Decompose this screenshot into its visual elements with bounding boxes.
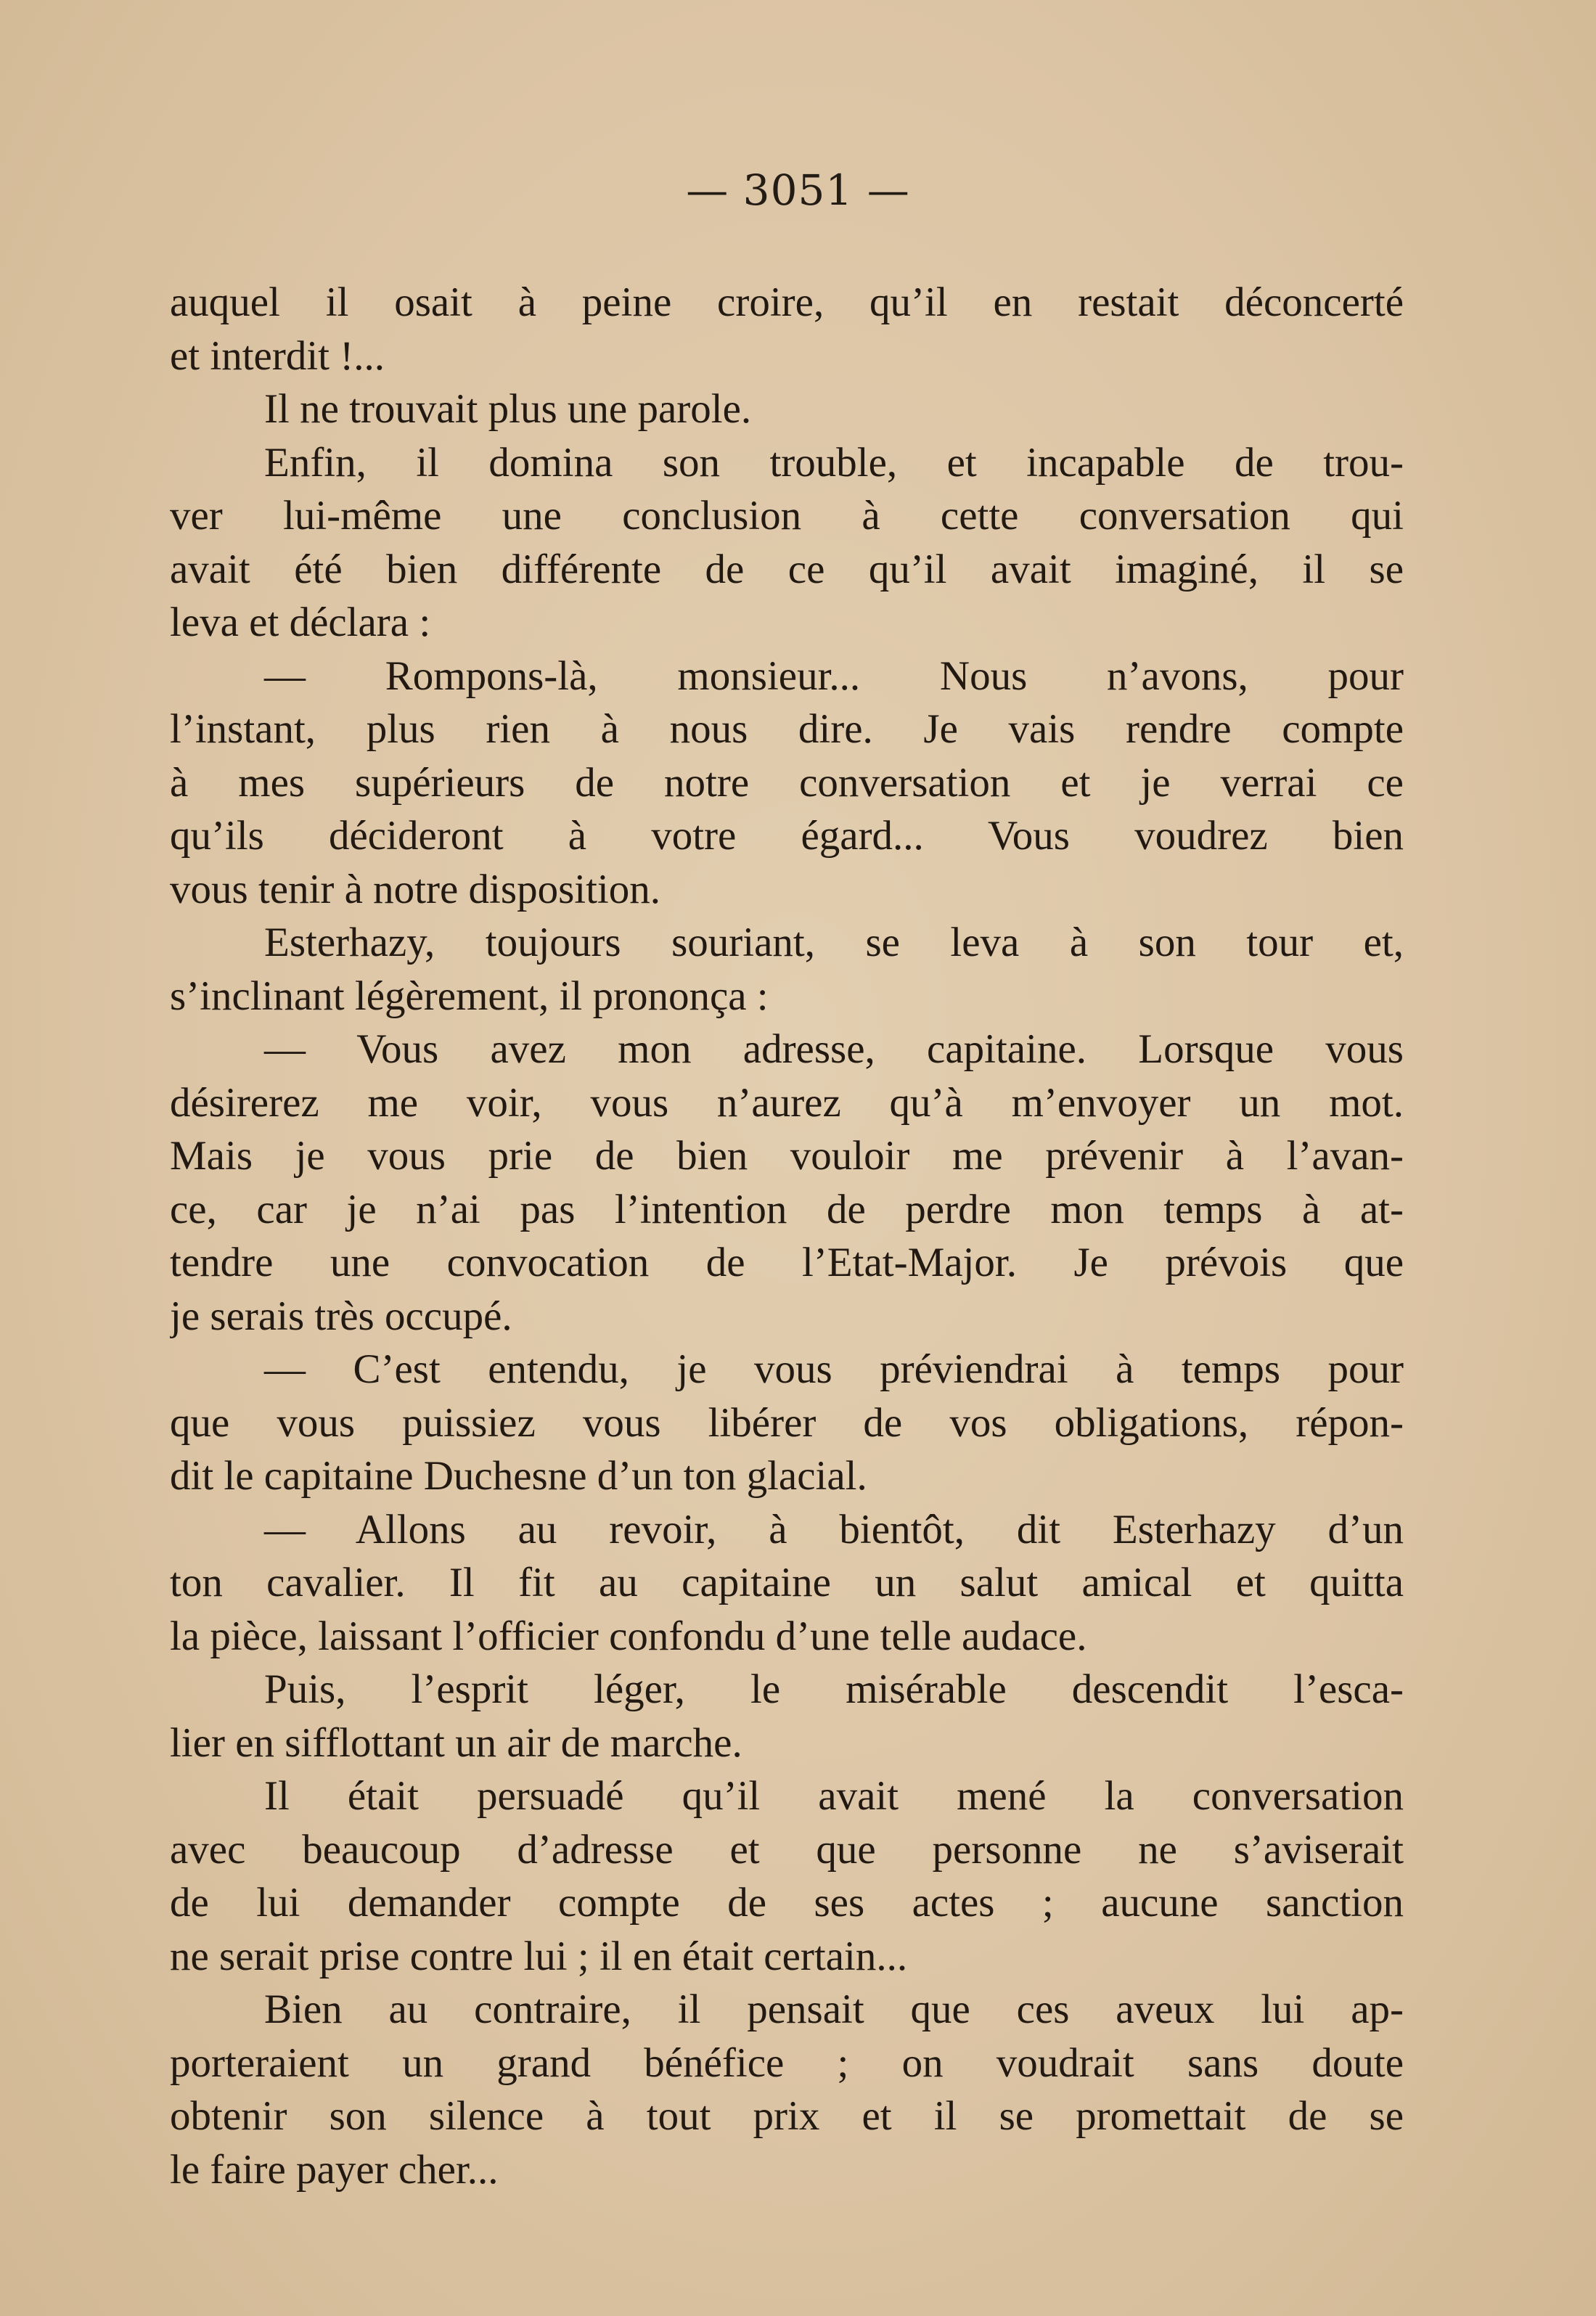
text-line: porteraient un grand bénéfice ; on voudrait sans doute (170, 2039, 1404, 2086)
text-line: avec beaucoup d’adresse et que personne ne s’aviserait (170, 1826, 1404, 1873)
text-line: je serais très occupé. (170, 1293, 512, 1339)
text-line: Il ne trouvait plus une parole. (264, 386, 752, 432)
text-line: Enfin, il domina son trouble, et incapable de trou- (264, 439, 1404, 486)
text-line: Esterhazy, toujours souriant, se leva à son tour et, (264, 920, 1404, 965)
page-number: — 3051 — (686, 165, 910, 215)
text-line: ce, car je n’ai pas l’intention de perdre mon temps à at- (170, 1186, 1404, 1232)
body-text (170, 276, 1404, 2196)
text-line: leva et déclara : (170, 600, 431, 645)
text-line: vous tenir à notre disposition. (170, 866, 661, 912)
text-line: l’instant, plus rien à nous dire. Je vais rendre compte (170, 706, 1404, 752)
text-line: désirerez me voir, vous n’aurez qu’à m’envoyer un mot. (170, 1079, 1404, 1126)
text-line: et interdit !... (170, 332, 385, 379)
text-line: qu’ils décideront à votre égard... Vous voudrez bien (170, 813, 1404, 859)
text-line: avait été bien différente de ce qu’il avait imaginé, il se (170, 546, 1404, 592)
text-line: Mais je vous prie de bien vouloir me prévenir à l’avan- (170, 1133, 1404, 1179)
text-line: s’inclinant légèrement, il prononça : (170, 973, 769, 1019)
text-line: ton cavalier. Il fit au capitaine un salut amical et quitta (170, 1560, 1404, 1605)
text-line: Bien au contraire, il pensait que ces aveux lui ap- (264, 1986, 1404, 2032)
text-line: auquel il osait à peine croire, qu’il en restait déconcerté (170, 279, 1404, 325)
text-line: le faire payer cher... (170, 2146, 499, 2193)
text-line: lier en sifflottant un air de marche. (170, 1719, 742, 1766)
text-line: ne serait prise contre lui ; il en était certain... (170, 1933, 908, 1979)
text-line: que vous puissiez vous libérer de vos obligations, répon- (170, 1399, 1404, 1446)
text-line: Il était persuadé qu’il avait mené la conversation (264, 1773, 1404, 1819)
text-line: ver lui-même une conclusion à cette conversation qui (170, 493, 1404, 539)
text-line: — Vous avez mon adresse, capitaine. Lorsque vous (264, 1026, 1404, 1072)
text-line: obtenir son silence à tout prix et il se promettait de se (170, 2093, 1404, 2139)
text-line: — Allons au revoir, à bientôt, dit Esterhazy d’un (264, 1506, 1404, 1552)
text-line: à mes supérieurs de notre conversation et je verrai ce (170, 759, 1404, 806)
text-line: la pièce, laissant l’officier confondu d’une telle audace. (170, 1613, 1087, 1659)
text-line: — C’est entendu, je vous préviendrai à temps pour (264, 1346, 1404, 1392)
text-line: tendre une convocation de l’Etat-Major. Je prévois que (170, 1240, 1404, 1285)
text-line: dit le capitaine Duchesne d’un ton glacial. (170, 1453, 867, 1499)
text-line: de lui demander compte de ses actes ; aucune sanction (170, 1880, 1404, 1926)
text-line: — Rompons-là, monsieur... Nous n’avons, pour (264, 652, 1404, 699)
text-line: Puis, l’esprit léger, le misérable descendit l’esca- (264, 1666, 1404, 1712)
